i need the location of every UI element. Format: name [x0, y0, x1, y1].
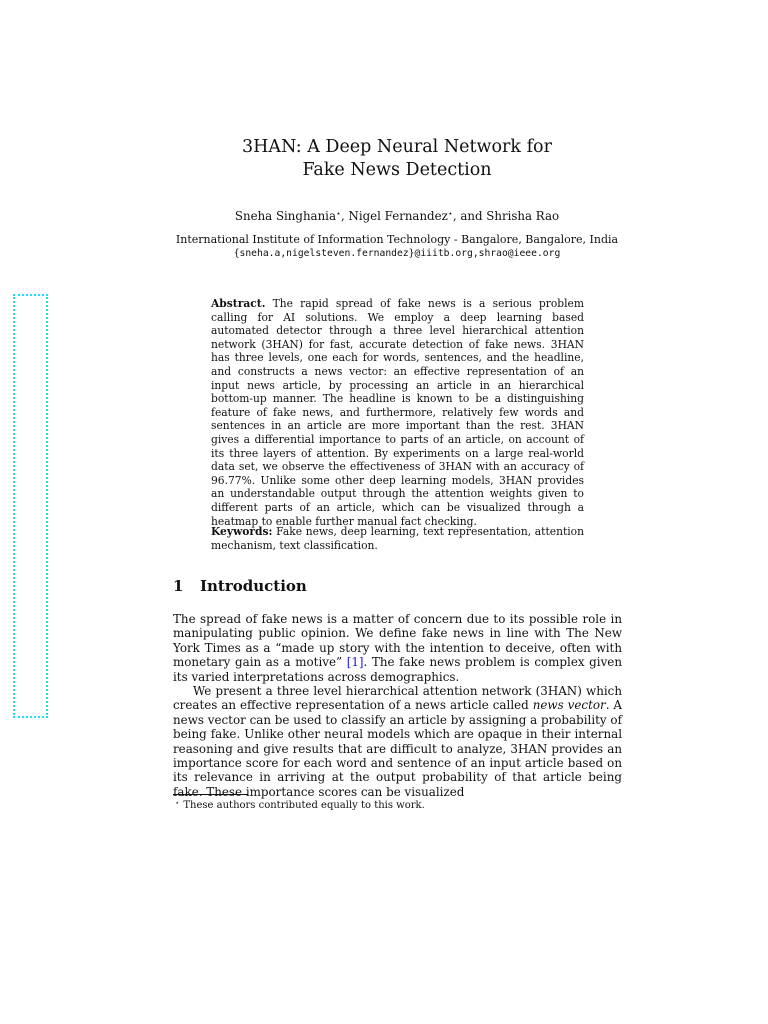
author-list [150, 206, 644, 224]
title-line-1: 3HAN: A Deep Neural Network for [242, 137, 552, 157]
section-number: 1 [173, 577, 184, 595]
abstract-text: The rapid spread of fake news is a serious problem calling for AI solutions. We employ a deep learning based automated detector through a three level hierarchical attention network (3HAN) for fast, accurate detection of fake news. 3HAN has three levels, one each for words, sentences, and the headline, and constructs a news vector: an effective representation of an input news article, by processing an article in an hierarchical bottom-up manner. The headline is known to be a distinguishing feature of fake news, and furthermore, relatively few words and sentences in an article are more important than the rest. 3HAN gives a differential importance to parts of an article, on account of its three layers of attention. By experiments on a large real-world data set, we observe the effectiveness of 3HAN with an accuracy of 96.77%. Unlike some other deep learning models, 3HAN provides an understandable output through the attention weights given to different parts of an article, which can be visualized through a heatmap to enable further manual fact checking. [211, 297, 585, 528]
author-mark: ⋆ [336, 209, 342, 218]
paragraph-text: We present a three level hierarchical attention network (3HAN) which creates an effective representation of a news article called [173, 684, 622, 713]
paragraph [173, 612, 622, 684]
paragraph [173, 684, 622, 799]
affiliation: International Institute of Information Technology - Bangalore, Bangalore, India [175, 233, 619, 246]
keywords-text: Fake news, deep learning, text representation, attention mechanism, text classification. [211, 525, 584, 552]
paragraph-text: . A news vector can be used to classify an article by assigning a probability of being fake. Unlike other neural models which are opaque in their internal reasoning and give results that are difficult to analyze, 3HAN provides an importance score for each word and sentence of an input article based on its relevance in arriving at the output probability of that article being fake. These importance scores can be visualized [173, 698, 622, 799]
emphasis-term: news vector [532, 698, 606, 713]
section-heading [173, 576, 307, 596]
author-mark: ⋆ [447, 209, 453, 218]
footnote-mark: ⋆ [175, 799, 180, 807]
body-text [173, 612, 622, 799]
paragraph-text: The spread of fake news is a matter of concern due to its possible role in manipulating public opinion. We define fake news in line with The New York Times as a “made up story with the intention to deceive, often with monetary gain as a motive” [173, 612, 622, 670]
author-name: Nigel Fernandez [348, 209, 448, 223]
citation-link[interactable]: [1] [346, 655, 364, 670]
author-emails: {sneha.a,nigelsteven.fernandez}@iiitb.org,shrao@ieee.org [233, 248, 561, 259]
abstract-label: Abstract. [211, 297, 266, 310]
keywords-label: Keywords: [211, 525, 273, 538]
footnote-rule [173, 794, 248, 795]
title-line-2: Fake News Detection [302, 160, 492, 180]
paper-title [150, 136, 644, 182]
keywords [211, 525, 584, 552]
paragraph-text: . The fake news problem is complex given its varied interpretations across demographics. [173, 655, 622, 684]
section-title: Introduction [200, 577, 307, 595]
author-name: Shrisha Rao [486, 209, 560, 223]
author-separator: , and [452, 209, 487, 223]
footnote [175, 796, 425, 813]
author-name: Sneha Singhania [234, 209, 336, 223]
dotted-margin-box [13, 294, 48, 718]
author-separator: , [341, 209, 349, 223]
abstract [211, 297, 584, 528]
footnote-text: These authors contributed equally to this work. [183, 800, 425, 811]
